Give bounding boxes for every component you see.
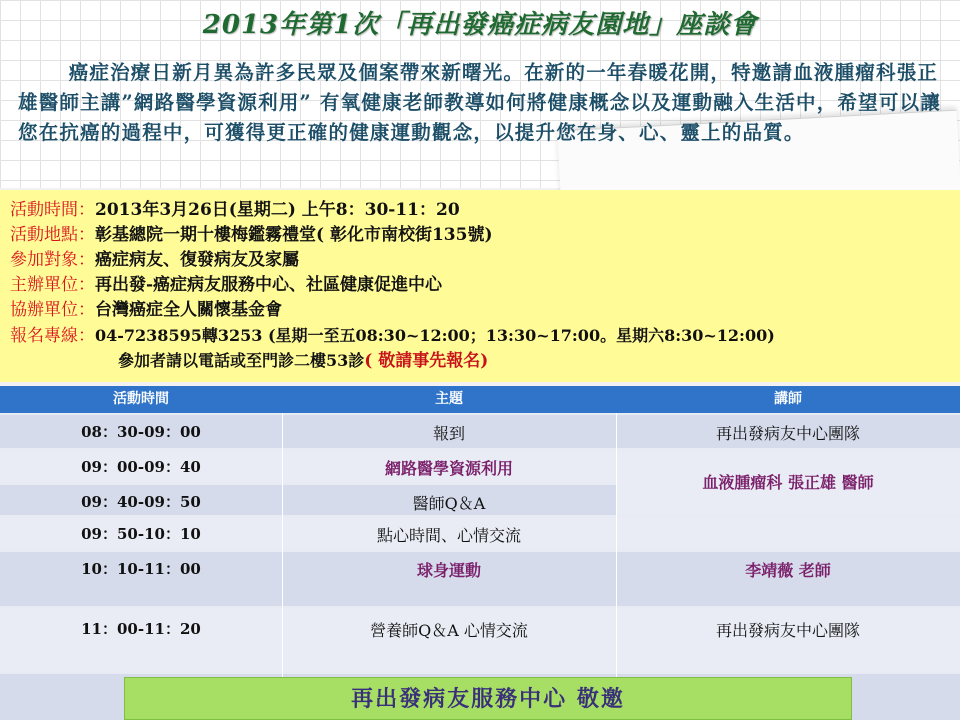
table-row-topic: 醫師Q＆A <box>412 494 486 513</box>
footer-invitation: 再出發病友服務中心 敬邀 <box>124 677 852 720</box>
table-row-time: 10：10-11：00 <box>81 560 201 578</box>
header-time: 活動時間 <box>113 391 169 407</box>
event-info-box <box>0 190 960 382</box>
table-row-speaker: 再出發病友中心團隊 <box>715 621 860 640</box>
info-row-cohost <box>10 298 950 323</box>
table-row-time: 11：00-11：20 <box>81 620 201 638</box>
column-divider <box>282 413 283 720</box>
table-row-time: 08：30-09：00 <box>81 423 201 441</box>
info-row-note <box>10 348 950 373</box>
cohost-label: 協辦單位： <box>10 300 95 320</box>
place-label: 活動地點： <box>10 225 95 245</box>
table-row-topic: 球身運動 <box>416 561 481 580</box>
table-header-row <box>0 386 960 413</box>
registration-note-emphasis: ( 敬請事先報名) <box>364 351 489 371</box>
table-row-speaker: 李靖薇 老師 <box>745 561 831 580</box>
table-row-topic: 報到 <box>432 424 465 443</box>
header-speaker: 講師 <box>774 391 802 407</box>
target-value: 癌症病友、復發病友及家屬 <box>95 250 299 270</box>
info-row-time <box>10 198 950 223</box>
info-row-hotline <box>10 323 950 348</box>
target-label: 參加對象： <box>10 250 95 270</box>
intro-section <box>0 0 960 188</box>
registration-note: 參加者請以電話或至門診二樓53診 <box>118 351 365 370</box>
table-row-time: 09：50-10：10 <box>81 525 201 543</box>
host-label: 主辦單位： <box>10 275 95 295</box>
info-row-target <box>10 248 950 273</box>
time-value: 2013年3月26日(星期二) 上午8：30-11：20 <box>95 200 460 220</box>
column-divider <box>616 413 617 720</box>
header-topic: 主題 <box>435 391 463 407</box>
table-row-time: 09：40-09：50 <box>81 493 201 511</box>
intro-paragraph: 癌症治療日新月異為許多民眾及個案帶來新曙光。在新的一年春暖花開，特邀請血液腫瘤科張正雄醫師主講”網路醫學資源利用” 有氧健康老師教導如何將健康概念以及運動融入生活中，希望可以讓您在抗癌的過程中，可獲得更正確的健康運動觀念，以提升您在身、心、靈上的品質。 <box>18 61 941 144</box>
time-label: 活動時間： <box>10 200 95 220</box>
place-value: 彰基總院一期十樓梅鑑霧禮堂( 彰化市南校街135號) <box>95 225 493 245</box>
hotline-label: 報名專線： <box>10 326 95 346</box>
cohost-value: 台灣癌症全人關懷基金會 <box>95 300 282 320</box>
table-row-topic: 網路醫學資源利用 <box>384 459 513 478</box>
info-row-host <box>10 273 950 298</box>
host-value: 再出發-癌症病友服務中心、社區健康促進中心 <box>95 275 443 295</box>
table-row-speaker: 再出發病友中心團隊 <box>715 424 860 443</box>
table-row-topic: 點心時間、心情交流 <box>376 526 521 545</box>
page-title: 2013年第1次「再出發癌症病友園地」座談會 <box>202 10 758 40</box>
table-row-time: 09：00-09：40 <box>81 458 201 476</box>
table-row-speaker: 血液腫瘤科 張正雄 醫師 <box>702 473 874 492</box>
table-row-topic: 營養師Q＆A 心情交流 <box>370 621 528 640</box>
info-row-place <box>10 223 950 248</box>
schedule-table <box>0 386 960 720</box>
hotline-value: 04-7238595轉3253 (星期一至五08:30~12:00；13:30~17:00。星期六8:30~12:00) <box>95 326 775 345</box>
